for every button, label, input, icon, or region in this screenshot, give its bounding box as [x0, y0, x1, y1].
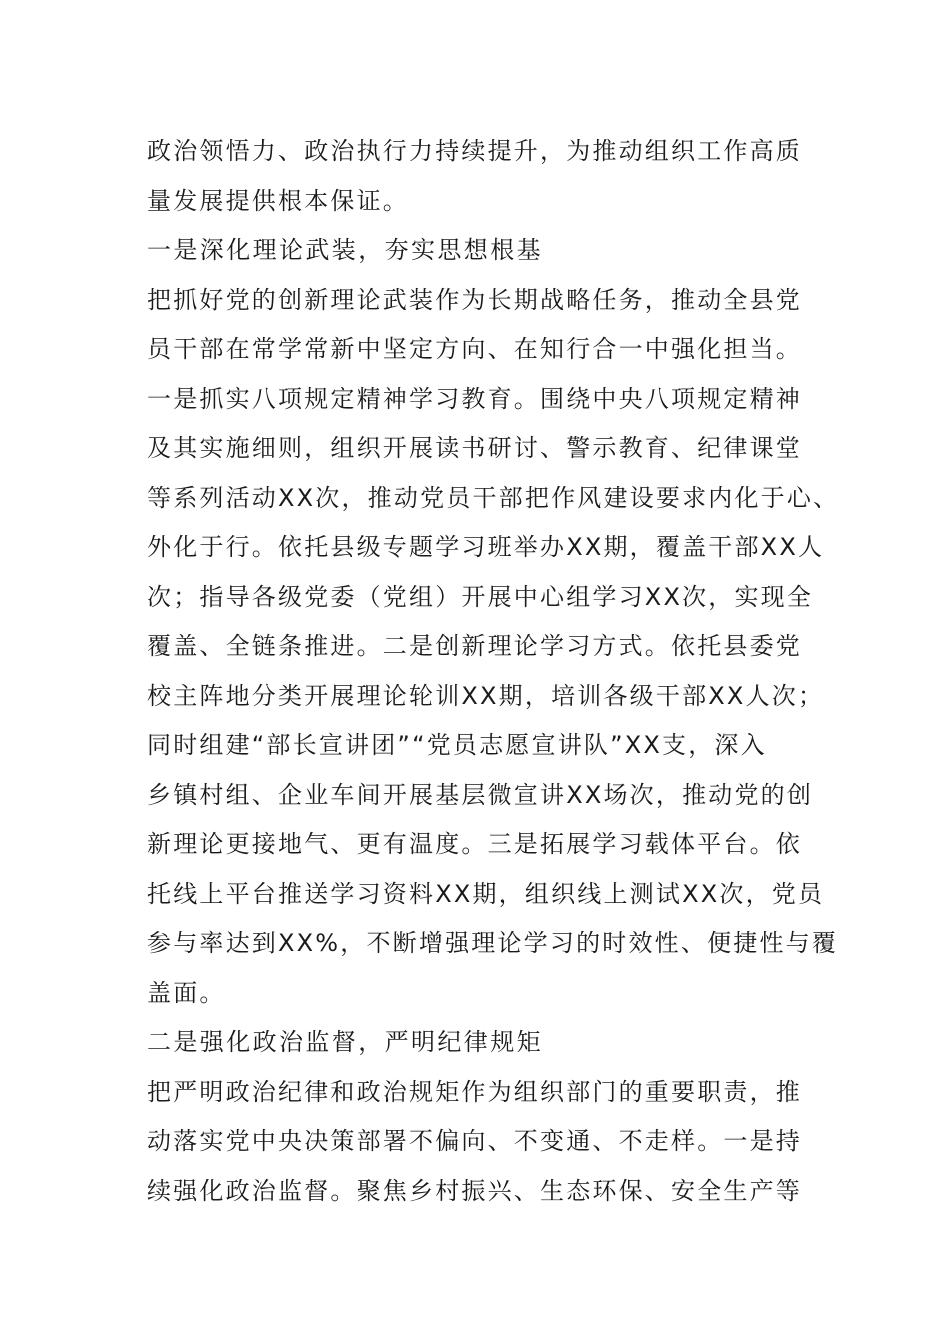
text-line: 及其实施细则，组织开展读书研讨、警示教育、纪律课堂: [147, 434, 802, 462]
text-line: 新理论更接地气、更有温度。三是拓展学习载体平台。依: [147, 830, 802, 858]
text-line: 次；指导各级党委（党组）开展中心组学习XX次，实现全: [147, 582, 814, 611]
text-line: 一是抓实八项规定精神学习教育。围绕中央八项规定精神: [147, 384, 802, 413]
text-line: 把抓好党的创新理论武装作为长期战略任务，推动全县党: [147, 285, 802, 314]
text-line: 覆盖、全链条推进。二是创新理论学习方式。依托县委党: [147, 632, 802, 660]
text-line: 校主阵地分类开展理论轮训XX期，培训各级干部XX人次；: [147, 681, 825, 710]
text-line: 外化于行。依托县级专题学习班举办XX期，覆盖干部XX人: [147, 533, 825, 561]
text-line: 同时组建“部长宣讲团”“党员志愿宣讲队”XX支，深入: [147, 731, 767, 759]
text-line: 托线上平台推送学习资料XX期，组织线上测试XX次，党员: [147, 879, 825, 908]
text-line: 量发展提供根本保证。: [147, 186, 409, 215]
section-heading: 二是强化政治监督，严明纪律规矩: [147, 1028, 543, 1056]
document-body: [147, 127, 840, 1216]
text-line: 参与率达到XX%，不断增强理论学习的时效性、便捷性与覆: [147, 929, 839, 957]
text-line: 续强化政治监督。聚焦乡村振兴、生态环保、安全生产等: [147, 1176, 802, 1205]
section-heading: 一是深化理论武装，夯实思想根基: [147, 236, 543, 264]
text-line: 等系列活动XX次，推动党员干部把作风建设要求内化于心、: [147, 483, 840, 512]
text-line: 乡镇村组、企业车间开展基层微宣讲XX场次，推动党的创: [147, 780, 814, 809]
text-line: 政治领悟力、政治执行力持续提升，为推动组织工作高质: [147, 137, 802, 165]
text-line: 盖面。: [147, 978, 226, 1007]
text-line: 把严明政治纪律和政治规矩作为组织部门的重要职责，推: [147, 1077, 802, 1106]
text-line: 动落实党中央决策部署不偏向、不变通、不走样。一是持: [147, 1127, 802, 1155]
text-line: 员干部在常学常新中坚定方向、在知行合一中强化担当。: [147, 335, 802, 363]
